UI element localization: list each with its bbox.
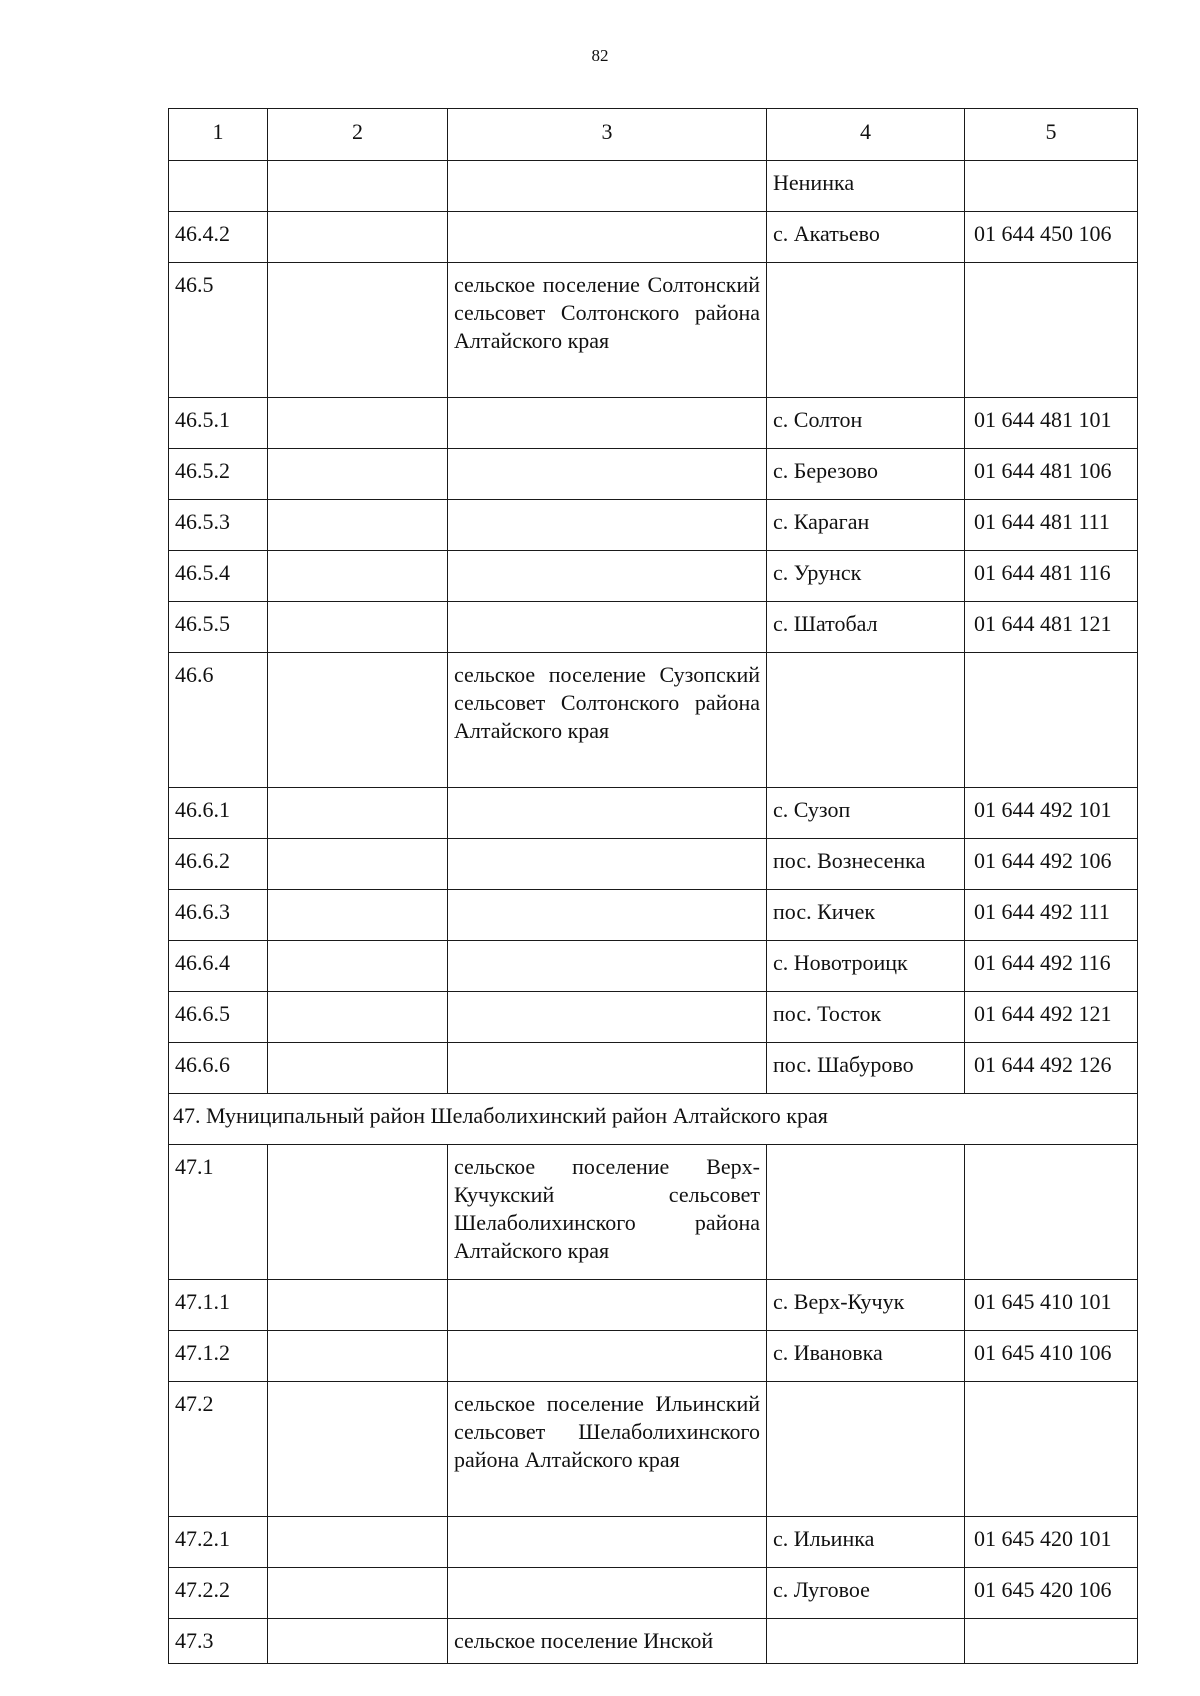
column-2-cell [268, 788, 448, 839]
settlement-name: с. Урунск [767, 551, 965, 602]
municipality-name: сельское поселение Солтонский сельсовет Солтонского района Алтайского края [448, 263, 767, 398]
column-2-cell [268, 1280, 448, 1331]
settlement-name [767, 1382, 965, 1517]
settlement-row [169, 500, 1138, 551]
municipality-name [448, 839, 767, 890]
settlement-row [169, 398, 1138, 449]
column-2-cell [268, 161, 448, 212]
row-number: 46.6.5 [169, 992, 268, 1043]
settlement-name: с. Луговое [767, 1568, 965, 1619]
settlement-name: с. Акатьево [767, 212, 965, 263]
column-2-cell [268, 449, 448, 500]
municipality-name [448, 890, 767, 941]
column-2-cell [268, 1568, 448, 1619]
oktmo-code: 01 644 481 101 [965, 398, 1138, 449]
column-2-cell [268, 890, 448, 941]
column-header: 5 [965, 109, 1138, 161]
oktmo-code: 01 644 481 121 [965, 602, 1138, 653]
municipality-name: сельское поселение Ильинский сельсовет Шелаболихинского района Алтайского края [448, 1382, 767, 1517]
row-number: 46.5.1 [169, 398, 268, 449]
settlement-row [169, 839, 1138, 890]
row-number: 46.5 [169, 263, 268, 398]
oktmo-code [965, 653, 1138, 788]
municipality-name [448, 602, 767, 653]
page-number: 82 [591, 46, 609, 65]
settlement-name: с. Солтон [767, 398, 965, 449]
municipality-row [169, 653, 1138, 788]
district-heading: 47. Муниципальный район Шелаболихинский район Алтайского края [169, 1094, 1138, 1145]
settlement-name: пос. Кичек [767, 890, 965, 941]
row-number: 46.6.4 [169, 941, 268, 992]
column-2-cell [268, 839, 448, 890]
row-number: 47.2 [169, 1382, 268, 1517]
settlement-row [169, 551, 1138, 602]
row-number: 46.5.3 [169, 500, 268, 551]
row-number: 46.6.3 [169, 890, 268, 941]
settlement-row [169, 449, 1138, 500]
row-number: 46.5.2 [169, 449, 268, 500]
row-number: 47.2.1 [169, 1517, 268, 1568]
row-number: 46.4.2 [169, 212, 268, 263]
row-number: 47.1.1 [169, 1280, 268, 1331]
municipality-name [448, 992, 767, 1043]
district-heading-row [169, 1094, 1138, 1145]
row-number: 47.3 [169, 1619, 268, 1664]
settlement-name: пос. Шабурово [767, 1043, 965, 1094]
oktmo-code [965, 1382, 1138, 1517]
settlement-row [169, 1517, 1138, 1568]
column-2-cell [268, 1382, 448, 1517]
row-number: 46.6.1 [169, 788, 268, 839]
settlement-name: пос. Вознесенка [767, 839, 965, 890]
row-number: 46.6.2 [169, 839, 268, 890]
row-number: 46.5.5 [169, 602, 268, 653]
oktmo-code: 01 645 420 101 [965, 1517, 1138, 1568]
settlement-row [169, 890, 1138, 941]
oktmo-code: 01 644 481 106 [965, 449, 1138, 500]
column-header: 4 [767, 109, 965, 161]
settlements-table [168, 108, 1138, 1664]
settlement-row [169, 1568, 1138, 1619]
settlement-name: с. Ильинка [767, 1517, 965, 1568]
row-number: 47.1 [169, 1145, 268, 1280]
oktmo-code: 01 644 492 126 [965, 1043, 1138, 1094]
oktmo-code: 01 644 492 106 [965, 839, 1138, 890]
oktmo-code: 01 644 492 101 [965, 788, 1138, 839]
settlement-name: с. Новотроицк [767, 941, 965, 992]
row-number: 47.1.2 [169, 1331, 268, 1382]
column-2-cell [268, 500, 448, 551]
settlement-name [767, 1619, 965, 1664]
municipality-name [448, 1517, 767, 1568]
oktmo-code: 01 645 420 106 [965, 1568, 1138, 1619]
oktmo-code [965, 1619, 1138, 1664]
settlement-name [767, 263, 965, 398]
oktmo-code: 01 644 492 111 [965, 890, 1138, 941]
municipality-name [448, 212, 767, 263]
settlement-row [169, 941, 1138, 992]
oktmo-code [965, 161, 1138, 212]
municipality-name [448, 1568, 767, 1619]
row-number: 47.2.2 [169, 1568, 268, 1619]
settlement-name [767, 1145, 965, 1280]
column-2-cell [268, 1619, 448, 1664]
table-header-row [169, 109, 1138, 161]
oktmo-code: 01 645 410 106 [965, 1331, 1138, 1382]
settlement-row [169, 1280, 1138, 1331]
row-number: 46.5.4 [169, 551, 268, 602]
municipality-name: сельское поселение Верх-Кучукский сельсовет Шелаболихинского района Алтайского края [448, 1145, 767, 1280]
settlement-row [169, 602, 1138, 653]
municipality-name [448, 500, 767, 551]
municipality-name [448, 1280, 767, 1331]
oktmo-code: 01 645 410 101 [965, 1280, 1138, 1331]
settlement-name: с. Верх-Кучук [767, 1280, 965, 1331]
settlement-row [169, 1043, 1138, 1094]
oktmo-code: 01 644 492 121 [965, 992, 1138, 1043]
settlement-name: Ненинка [767, 161, 965, 212]
settlement-name: пос. Тосток [767, 992, 965, 1043]
municipality-row [169, 1382, 1138, 1517]
settlement-name: с. Березово [767, 449, 965, 500]
column-2-cell [268, 1517, 448, 1568]
oktmo-code [965, 1145, 1138, 1280]
oktmo-code: 01 644 450 106 [965, 212, 1138, 263]
municipality-row [169, 263, 1138, 398]
settlement-row [169, 992, 1138, 1043]
column-header: 3 [448, 109, 767, 161]
settlement-row [169, 212, 1138, 263]
column-header: 1 [169, 109, 268, 161]
column-header: 2 [268, 109, 448, 161]
table-body [169, 109, 1138, 1664]
settlement-name: с. Шатобал [767, 602, 965, 653]
settlement-name: с. Караган [767, 500, 965, 551]
column-2-cell [268, 992, 448, 1043]
column-2-cell [268, 551, 448, 602]
municipality-row [169, 1145, 1138, 1280]
row-number: 46.6 [169, 653, 268, 788]
column-2-cell [268, 1331, 448, 1382]
row-number: 46.6.6 [169, 1043, 268, 1094]
municipality-name: сельское поселение Инской [448, 1619, 767, 1664]
municipality-name [448, 551, 767, 602]
municipality-row [169, 1619, 1138, 1664]
municipality-name [448, 788, 767, 839]
settlement-row [169, 1331, 1138, 1382]
settlement-row [169, 788, 1138, 839]
settlement-name [767, 653, 965, 788]
municipality-name: сельское поселение Сузопский сельсовет Солтонского района Алтайского края [448, 653, 767, 788]
oktmo-code: 01 644 481 111 [965, 500, 1138, 551]
oktmo-code: 01 644 481 116 [965, 551, 1138, 602]
column-2-cell [268, 212, 448, 263]
settlement-name: с. Сузоп [767, 788, 965, 839]
settlement-row [169, 161, 1138, 212]
municipality-name [448, 941, 767, 992]
oktmo-code [965, 263, 1138, 398]
column-2-cell [268, 1145, 448, 1280]
row-number [169, 161, 268, 212]
municipality-name [448, 1043, 767, 1094]
column-2-cell [268, 263, 448, 398]
column-2-cell [268, 398, 448, 449]
column-2-cell [268, 941, 448, 992]
municipality-name [448, 449, 767, 500]
settlement-name: с. Ивановка [767, 1331, 965, 1382]
municipality-name [448, 398, 767, 449]
column-2-cell [268, 1043, 448, 1094]
oktmo-code: 01 644 492 116 [965, 941, 1138, 992]
column-2-cell [268, 653, 448, 788]
municipality-name [448, 161, 767, 212]
column-2-cell [268, 602, 448, 653]
municipality-name [448, 1331, 767, 1382]
